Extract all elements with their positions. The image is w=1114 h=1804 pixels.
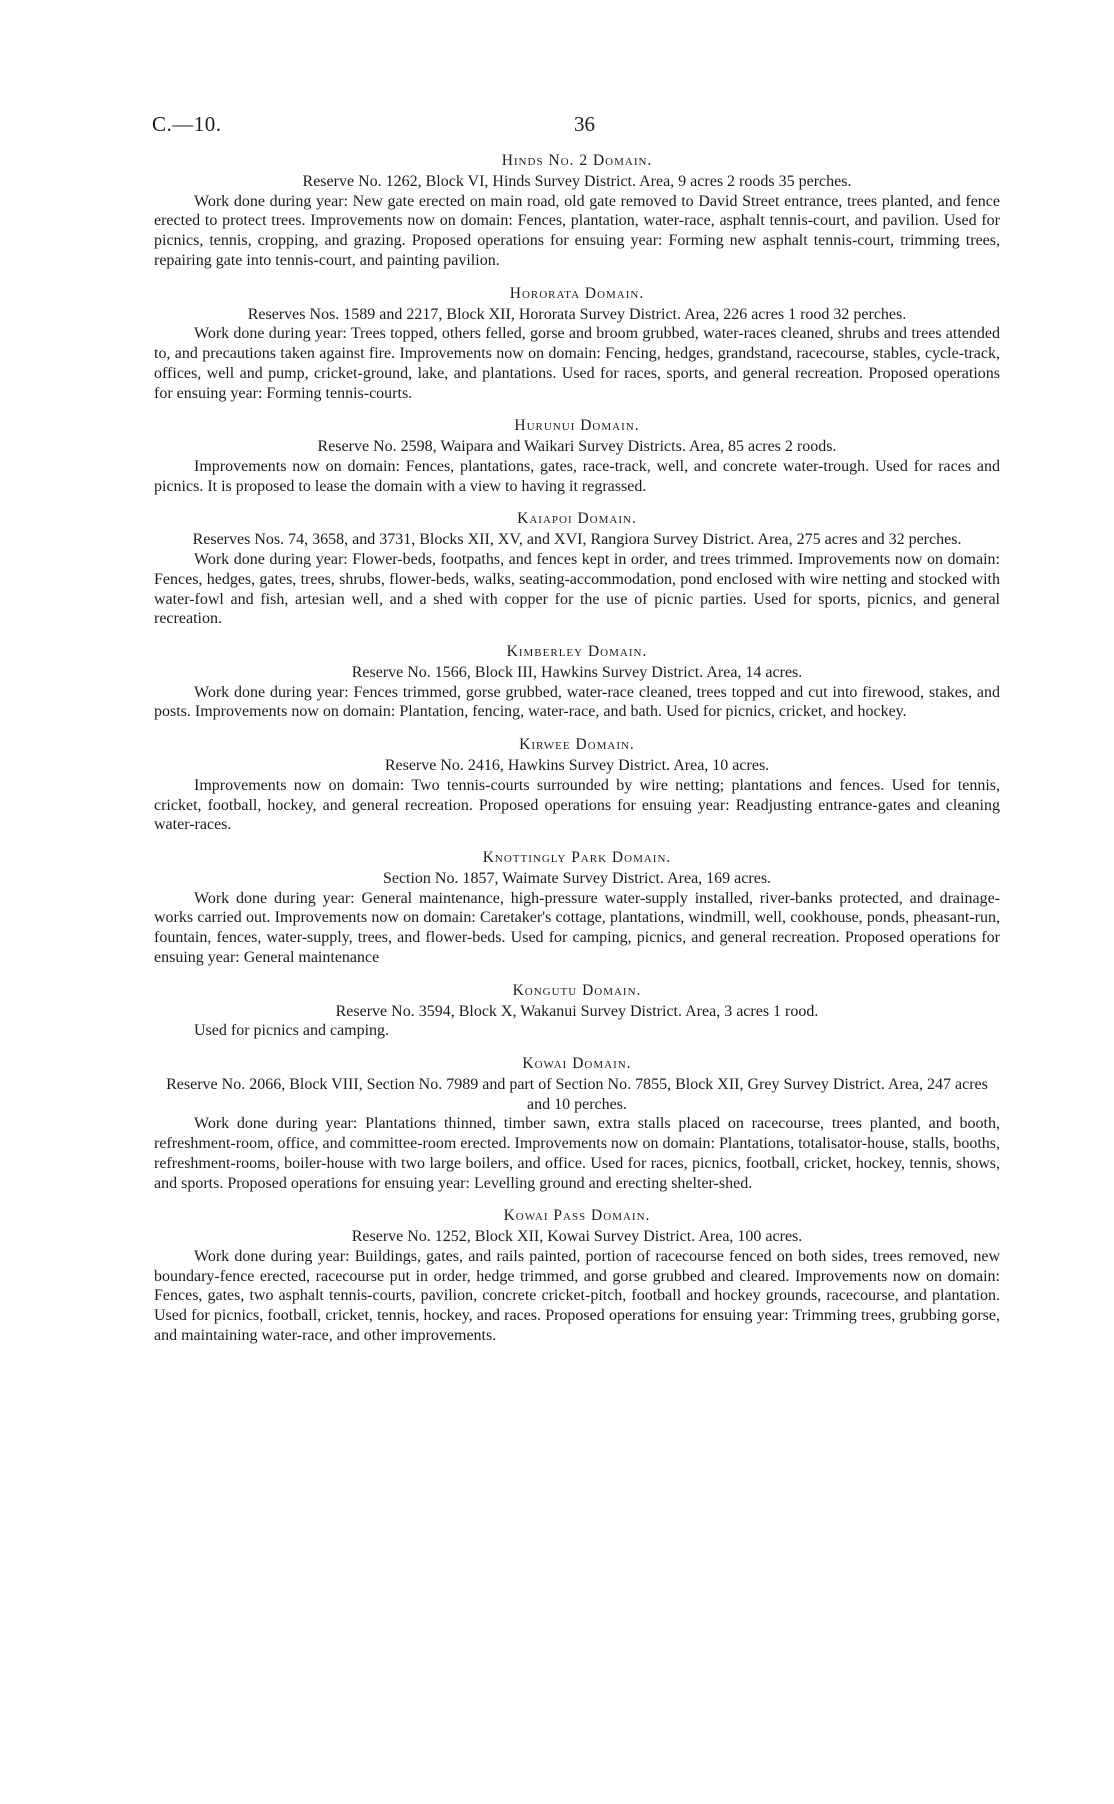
domain-section-hurunui	[154, 417, 1000, 496]
reserve-line: Reserve No. 2416, Hawkins Survey District. Area, 10 acres.	[384, 757, 770, 775]
section-paragraph: Improvements now on domain: Two tennis-courts surrounded by wire netting; plantations and fences. Used for tennis, cricket, football, hockey, and general recreation. Proposed operations for ensuing year: Readjusting entrance-gates and cleaning water-races.	[154, 776, 1000, 834]
reserve-line: Reserve No. 3594, Block X, Wakanui Survey District. Area, 3 acres 1 rood.	[335, 1002, 819, 1020]
domain-section-kimberley	[154, 643, 1000, 722]
domain-section-kongutu	[154, 982, 1000, 1041]
reserve-line: Reserve No. 1262, Block VI, Hinds Survey District. Area, 9 acres 2 roods 35 perches.	[302, 173, 852, 190]
domain-section-kaiapoi	[154, 510, 1000, 629]
reserve-line: Reserves Nos. 1589 and 2217, Block XII, Hororata Survey District. Area, 226 acres 1 rood 32 perches.	[247, 305, 907, 323]
domain-section-hororata	[154, 285, 1000, 404]
document-page	[154, 104, 1000, 1784]
section-paragraph: Work done during year: General maintenance, high-pressure water-supply installed, river-banks protected, and drainage-works carried out. Improvements now on domain: Caretaker's cottage, plantations, windmill, well, cookhouse, ponds, pheasant-run, fountain, fences, water-supply, trees, and flower-beds. Used for camping, picnics, and general recreation. Proposed operations for ensuing year: General maintenance	[154, 889, 1000, 967]
domain-section-hinds	[154, 152, 1000, 271]
reserve-line: Reserve No. 2598, Waipara and Waikari Survey Districts. Area, 85 acres 2 roods.	[317, 438, 837, 456]
section-paragraph: Work done during year: Trees topped, others felled, gorse and broom grubbed, water-races cleaned, shrubs and trees attended to, and precautions taken against fire. Improvements now on domain: Fencing, hedges, grandstand, racecourse, stables, cycle-track, offices, well and pump, cricket-ground, lake, and plantations. Used for races, sports, and general recreation. Proposed operations for ensuing year: Forming tennis-courts.	[154, 325, 1000, 402]
section-paragraph: Work done during year: Fences trimmed, gorse grubbed, water-race cleaned, trees topped and cut into firewood, stakes, and posts. Improvements now on domain: Plantation, fencing, water-race, and bath. Used for picnics, cricket, and hockey.	[154, 683, 1000, 721]
reserve-line: Section No. 1857, Waimate Survey District. Area, 169 acres.	[382, 870, 772, 888]
section-paragraph: Improvements now on domain: Fences, plantations, gates, race-track, well, and concrete water-trough. Used for races and picnics. It is proposed to lease the domain with a view to having it regrassed.	[154, 457, 1000, 495]
reserve-line: Reserve No. 1566, Block III, Hawkins Survey District. Area, 14 acres.	[351, 664, 803, 682]
domain-title: Hororata Domain.	[509, 284, 645, 302]
domain-section-kowai-pass	[154, 1207, 1000, 1345]
reserve-line: Reserve No. 2066, Block VIII, Section No. 7989 and part of Section No. 7855, Block XII, Grey Survey District. Area, 247 acres and 10 perches.	[166, 1076, 988, 1113]
domain-section-kirwee	[154, 736, 1000, 835]
domain-title: Kowai Pass Domain.	[503, 1207, 651, 1225]
domain-title: Kirwee Domain.	[519, 736, 635, 754]
page-header	[154, 104, 1000, 152]
domain-title: Kaiapoi Domain.	[517, 510, 637, 528]
section-paragraph: Work done during year: Plantations thinned, timber sawn, extra stalls placed on racecourse, trees planted, and booth, refreshment-room, office, and committee-room erected. Improvements now on domain: Plantations, totalisator-house, stalls, booths, refreshment-rooms, boiler-house with two large boilers, and office. Used for races, picnics, football, cricket, hockey, tennis, shows, and sports. Proposed operations for ensuing year: Levelling ground and erecting shelter-shed.	[154, 1115, 1000, 1192]
section-paragraph: Work done during year: Buildings, gates, and rails painted, portion of racecourse fenced on both sides, trees removed, new boundary-fence erected, racecourse put in order, hedge trimmed, and gorse grubbed and cleared. Improvements now on domain: Fences, gates, two asphalt tennis-courts, pavilion, concrete cricket-pitch, football and hockey grounds, racecourse, and plantation. Used for picnics, football, cricket, tennis, hockey, and races. Proposed operations for ensuing year: Trimming trees, grubbing gorse, and maintaining water-race, and other improvements.	[154, 1247, 1000, 1344]
domain-title: Knottingly Park Domain.	[482, 849, 672, 867]
series-reference: C.—10.	[152, 112, 222, 136]
domain-title: Kimberley Domain.	[506, 643, 648, 661]
section-paragraph: Used for picnics and camping.	[194, 1022, 390, 1040]
domain-title: Hurunui Domain.	[514, 417, 640, 435]
section-paragraph: Work done during year: Flower-beds, footpaths, and fences kept in order, and trees trimmed. Improvements now on domain: Fences, hedges, gates, trees, shrubs, flower-beds, walks, seating-accommodation, pond enclosed with wire netting and stocked with water-fowl and fish, artesian well, and a shed with copper for the use of picnic parties. Used for sports, picnics, and general recreation.	[154, 550, 1000, 628]
domain-section-knottingly-park	[154, 849, 1000, 968]
domain-section-kowai	[154, 1055, 1000, 1193]
domain-title: Kowai Domain.	[522, 1055, 632, 1073]
section-paragraph: Work done during year: New gate erected on main road, old gate removed to David Street entrance, trees planted, and fence erected to protect trees. Improvements now on domain: Fences, plantation, water-race, asphalt tennis-court, and pavilion. Used for picnics, tennis, cropping, and grazing. Proposed operations for ensuing year: Forming new asphalt tennis-court, trimming trees, repairing gate into tennis-court, and painting pavilion.	[154, 192, 1000, 269]
reserve-line: Reserve No. 1252, Block XII, Kowai Survey District. Area, 100 acres.	[351, 1228, 803, 1246]
page-number: 36	[574, 112, 595, 136]
reserve-line: Reserves Nos. 74, 3658, and 3731, Blocks XII, XV, and XVI, Rangiora Survey District. Area, 275 acres and 32 perches.	[192, 531, 962, 549]
domain-title: Hinds No. 2 Domain.	[501, 152, 653, 169]
domain-title: Kongutu Domain.	[512, 981, 642, 999]
